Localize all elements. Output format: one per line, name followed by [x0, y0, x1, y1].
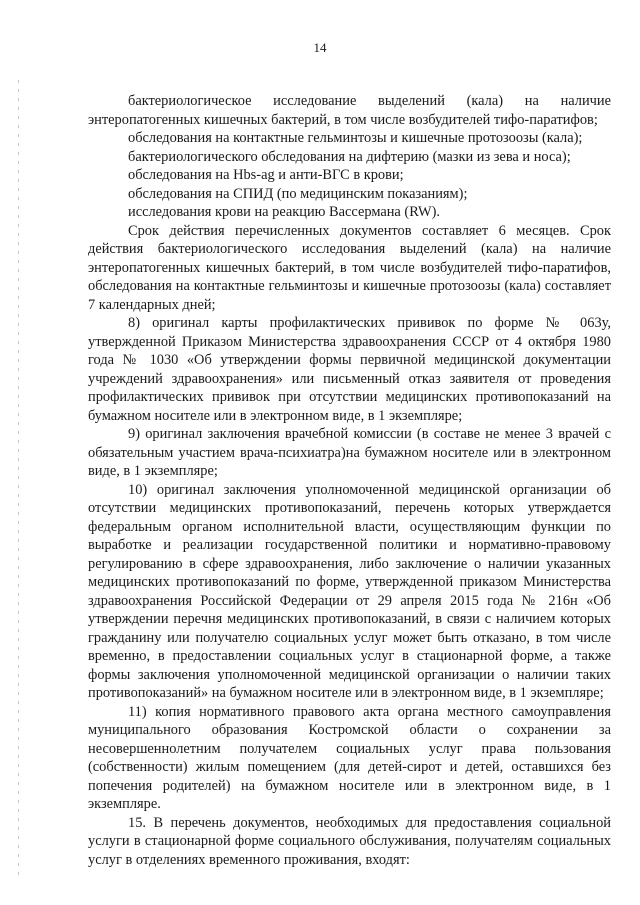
paragraph-aids: обследования на СПИД (по медицинским показаниям);	[128, 185, 468, 202]
paragraph-item-10: 10) оригинал заключения уполномоченной медицинской организации об отсутствии медицинских противопоказаний, перечень которых утверждается федеральным органом исполнительной власти, осуществляющим функции по выработке и реализации государственной политики и нормативно-правовому регулированию в сфере здравоохранения, либо заключение о наличии указанных медицинских противопоказаний по форме, утвержденной приказом Министерства здравоохранения Российской Федерации от 29 апреля 2015 года № 216н «Об утверждении перечня медицинских противопоказаний, в связи с наличием которых гражданину или получателю социальных услуг может быть отказано, в том числе временно, в предоставлении социальных услуг в стационарной форме, а также формы заключения уполномоченной медицинской организации о наличии таких противопоказаний» на бумажном носителе или в электронном виде, в 1 экземпляре;	[88, 481, 611, 701]
paragraph-bacteriological: бактериологическое исследование выделений (кала) на наличие энтеропатогенных кишечных бактерий, в том числе возбудителей тифо-паратифов;	[88, 93, 611, 128]
page-number: 14	[313, 40, 327, 55]
paragraph-item-11: 11) копия нормативного правового акта органа местного самоуправления муниципального образования Костромской области о сохранении за несовершеннолетним получателем социальных услуг права пользования (собственности) жилым помещением (для детей-сирот и детей, оставшихся без попечения родителей) на бумажном носителе или в электронном виде, в 1 экземпляре.	[88, 703, 611, 812]
paragraph-item-9: 9) оригинал заключения врачебной комиссии (в составе не менее 3 врачей с обязательным участием врача-психиатра)на бумажном носителе или в электронном виде, в 1 экземпляре;	[88, 426, 611, 479]
document-body	[88, 92, 611, 869]
scan-edge-artifact	[18, 80, 19, 880]
paragraph-hbs: обследования на Hbs-ag и анти-ВГС в крови;	[128, 167, 404, 183]
paragraph-validity: Срок действия перечисленных документов составляет 6 месяцев. Срок действия бактериологического исследования выделений (кала) на наличие энтеропатогенных кишечных бактерий, в том числе возбудителей тифо-паратифов, обследования на контактные гельминтозы и кишечные протозоозы (кала) составляет 7 календарных дней;	[88, 222, 611, 313]
paragraph-diphtheria: бактериологического обследования на дифтерию (мазки из зева и носа);	[128, 148, 571, 165]
paragraph-helminths: обследования на контактные гельминтозы и кишечные протозоозы (кала);	[128, 130, 583, 146]
paragraph-rw: исследования крови на реакцию Вассермана (RW).	[128, 204, 440, 220]
paragraph-item-8: 8) оригинал карты профилактических прививок по форме № 063у, утвержденной Приказом Министерства здравоохранения СССР от 4 октября 1980 года № 1030 «Об утверждении формы первичной медицинской документации учреждений здравоохранения» или письменный отказ заявителя от проведения профилактических прививок при отсутствии медицинских противопоказаний на бумажном носителе или в электронном виде, в 1 экземпляре;	[88, 315, 611, 424]
paragraph-section-15: 15. В перечень документов, необходимых для предоставления социальной услуги в стационарной форме социального обслуживания, получателям социальных услуг в отделениях временного проживания, входят:	[88, 814, 611, 868]
